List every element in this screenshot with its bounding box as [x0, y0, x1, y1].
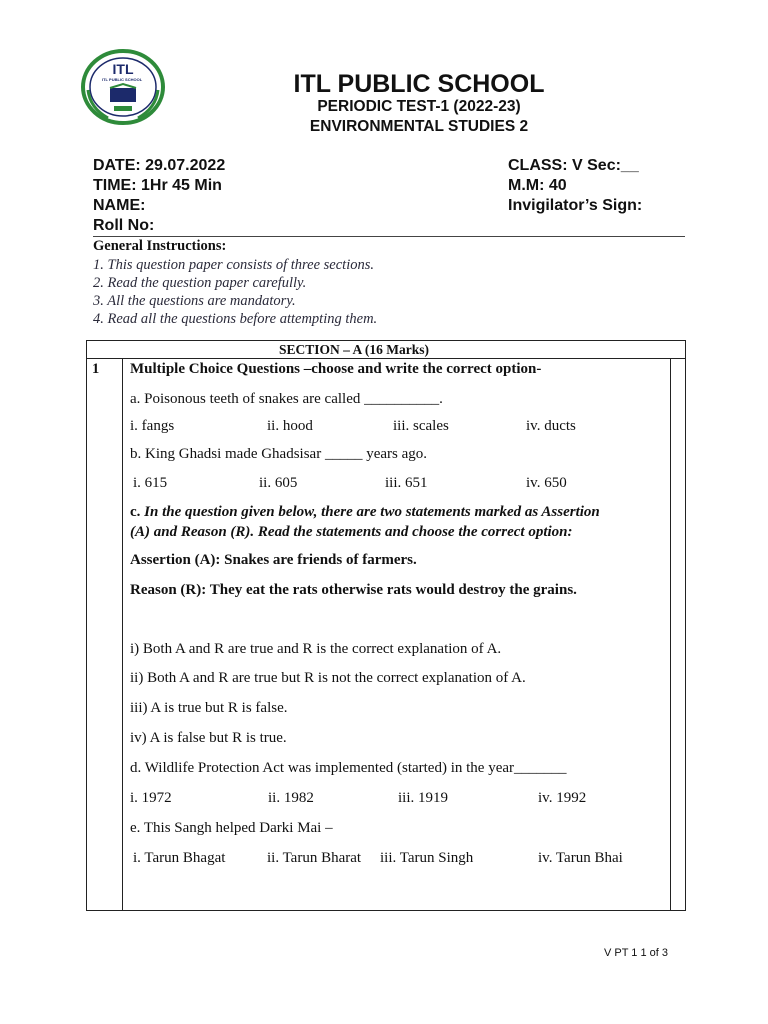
subject-name: ENVIRONMENTAL STUDIES 2 — [309, 118, 529, 135]
svg-text:ITL: ITL — [112, 61, 134, 77]
option: iv. ducts — [526, 418, 576, 434]
option: ii) Both A and R are true but R is not the correct explanation of A. — [130, 670, 526, 686]
logo-text: ITL PUBLIC SCHOOL — [102, 77, 143, 82]
question-c-label: c. — [130, 504, 141, 520]
option: i. 615 — [133, 475, 168, 491]
instructions-heading: General Instructions: — [93, 238, 227, 254]
table-divider — [122, 358, 123, 911]
instruction-item: 3. All the questions are mandatory. — [93, 293, 296, 309]
question-c — [130, 504, 670, 521]
option: ii. 1982 — [268, 790, 314, 806]
section-heading: SECTION – A (16 Marks) — [278, 342, 430, 357]
student-name-label: NAME: — [93, 197, 146, 214]
question-d: d. Wildlife Protection Act was implemented (started) in the year_______ — [130, 760, 567, 776]
roll-number-label: Roll No: — [93, 217, 155, 234]
option: ii. Tarun Bharat — [267, 850, 362, 866]
instruction-item: 2. Read the question paper carefully. — [93, 275, 307, 291]
option: iv. Tarun Bhai — [538, 850, 623, 866]
option: i. Tarun Bhagat — [133, 850, 226, 866]
question-c-line2: (A) and Reason (R). Read the statements and choose the correct option: — [130, 524, 573, 540]
question-b: b. King Ghadsi made Ghadsisar _____ years ago. — [130, 446, 428, 462]
invigilator-sign-label: Invigilator’s Sign: — [508, 197, 643, 214]
header-divider — [93, 236, 685, 237]
question-e: e. This Sangh helped Darki Mai – — [130, 820, 333, 836]
option: i. 1972 — [130, 790, 172, 806]
option: iv) A is false but R is true. — [130, 730, 287, 746]
option: iii. 651 — [385, 475, 428, 491]
assertion: Assertion (A): Snakes are friends of farmers. — [130, 552, 417, 568]
question-number: 1 — [92, 361, 100, 377]
reason: Reason (R): They eat the rats otherwise rats would destroy the grains. — [130, 582, 577, 598]
table-divider — [670, 358, 671, 911]
instruction-item: 1. This question paper consists of three sections. — [93, 257, 374, 273]
table-divider — [86, 358, 686, 359]
test-name: PERIODIC TEST-1 (2022-23) — [317, 98, 521, 115]
option: i) Both A and R are true and R is the correct explanation of A. — [130, 641, 502, 657]
option: i. fangs — [130, 418, 175, 434]
question-title: Multiple Choice Questions –choose and write the correct option- — [130, 361, 542, 377]
class-label: CLASS: V Sec:__ — [508, 157, 639, 174]
option: iv. 650 — [526, 475, 567, 491]
option: iii. scales — [393, 418, 449, 434]
option: iii. 1919 — [398, 790, 449, 806]
question-c-line1: In the question given below, there are two statements marked as Assertion — [140, 504, 600, 520]
exam-time: TIME: 1Hr 45 Min — [93, 177, 222, 194]
instruction-item: 4. Read all the questions before attempting them. — [93, 311, 378, 327]
option: iv. 1992 — [538, 790, 587, 806]
max-marks: M.M: 40 — [508, 177, 567, 194]
page-number: V PT 1 1 of 3 — [604, 947, 669, 959]
school-name: ITL PUBLIC SCHOOL — [293, 70, 545, 98]
option: iii) A is true but R is false. — [130, 700, 288, 716]
option: iii. Tarun Singh — [380, 850, 474, 866]
exam-date: DATE: 29.07.2022 — [93, 157, 226, 174]
option: ii. 605 — [259, 475, 298, 491]
question-a: a. Poisonous teeth of snakes are called __________. — [130, 391, 443, 407]
option: ii. hood — [267, 418, 313, 434]
